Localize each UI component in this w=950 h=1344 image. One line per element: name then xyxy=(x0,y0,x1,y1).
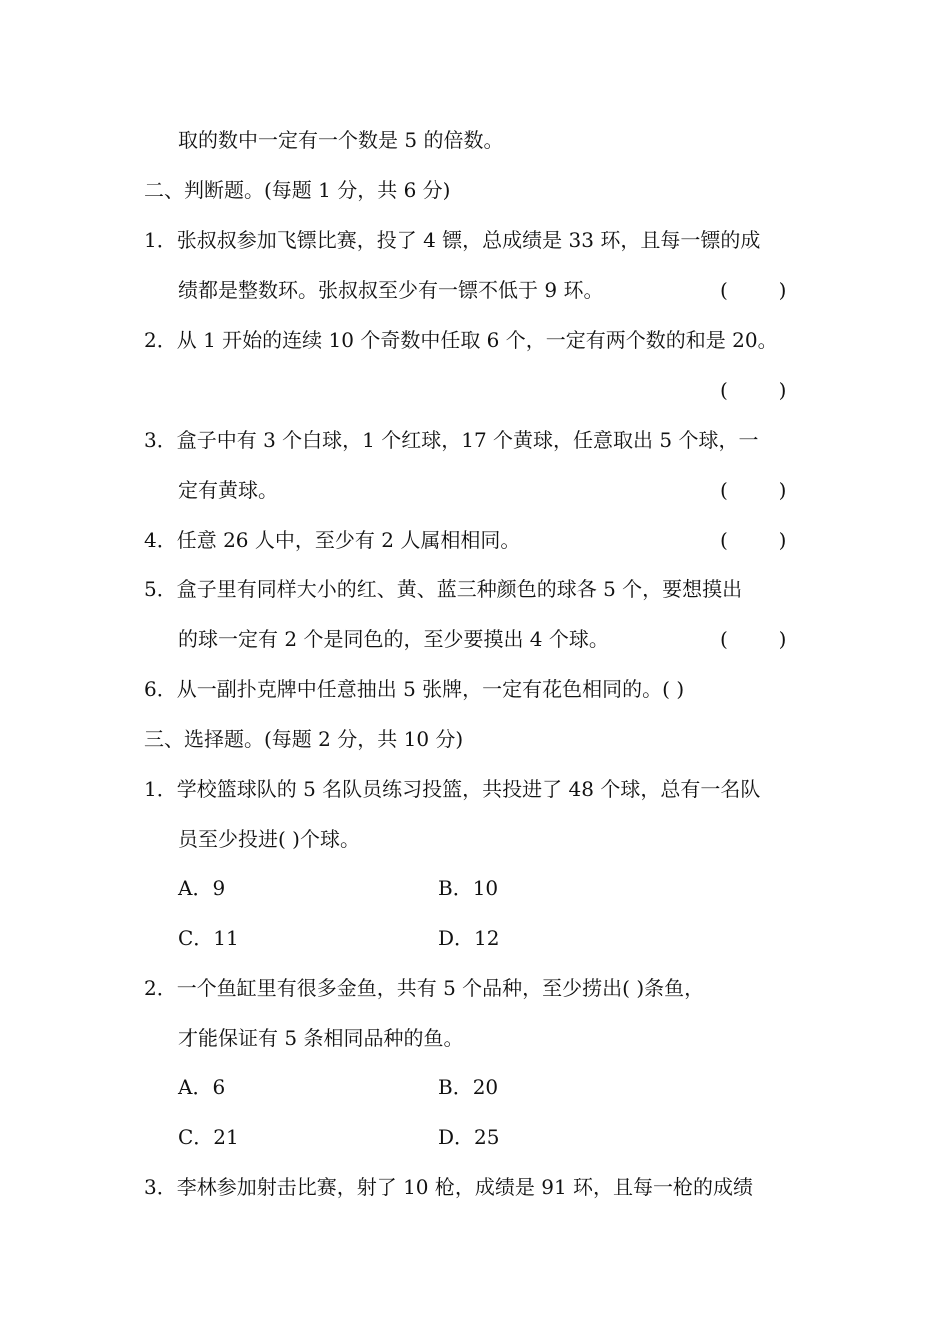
judge-q1-line2: 绩都是整数环。张叔叔至少有一镖不低于 9 环。 xyxy=(178,278,604,302)
judge-q5-answer-blank[interactable]: ( ) xyxy=(720,627,787,651)
choice-q1-line1: 1．学校篮球队的 5 名队员练习投篮，共投进了 48 个球，总有一名队 xyxy=(144,777,761,801)
section2-title: 二、判断题。(每题 1 分，共 6 分) xyxy=(144,178,451,202)
choice-q2-option-b[interactable]: B．20 xyxy=(438,1075,499,1099)
choice-q3-line1: 3．李林参加射击比赛，射了 10 枪，成绩是 91 环，且每一枪的成绩 xyxy=(144,1175,754,1199)
choice-q1-line2: 员至少投进( )个球。 xyxy=(178,827,360,851)
judge-q3-line2: 定有黄球。 xyxy=(178,478,278,502)
judge-q5-line1: 5．盒子里有同样大小的红、黄、蓝三种颜色的球各 5 个，要想摸出 xyxy=(144,577,743,601)
section3-title: 三、选择题。(每题 2 分，共 10 分) xyxy=(144,727,464,751)
judge-q4-line1: 4．任意 26 人中，至少有 2 人属相相同。 xyxy=(144,528,521,552)
choice-q2-option-d[interactable]: D．25 xyxy=(438,1125,500,1149)
choice-q2-line2: 才能保证有 5 条相同品种的鱼。 xyxy=(178,1026,464,1050)
judge-q4-answer-blank[interactable]: ( ) xyxy=(720,528,787,552)
judge-q6-line1: 6．从一副扑克牌中任意抽出 5 张牌，一定有花色相同的。( ) xyxy=(144,677,685,701)
choice-q2-option-c[interactable]: C．21 xyxy=(178,1125,239,1149)
choice-q1-option-b[interactable]: B．10 xyxy=(438,876,499,900)
judge-q2-line1: 2．从 1 开始的连续 10 个奇数中任取 6 个，一定有两个数的和是 20。 xyxy=(144,328,778,352)
judge-q2-answer-blank[interactable]: ( ) xyxy=(720,378,787,402)
judge-q3-line1: 3．盒子中有 3 个白球，1 个红球，17 个黄球，任意取出 5 个球，一 xyxy=(144,428,759,452)
judge-q5-line2: 的球一定有 2 个是同色的，至少要摸出 4 个球。 xyxy=(178,627,609,651)
intro-tail-text: 取的数中一定有一个数是 5 的倍数。 xyxy=(178,128,504,152)
choice-q2-line1: 2．一个鱼缸里有很多金鱼，共有 5 个品种，至少捞出( )条鱼， xyxy=(144,976,705,1000)
judge-q3-answer-blank[interactable]: ( ) xyxy=(720,478,787,502)
judge-q1-answer-blank[interactable]: ( ) xyxy=(720,278,787,302)
choice-q1-option-c[interactable]: C．11 xyxy=(178,926,239,950)
judge-q1-line1: 1．张叔叔参加飞镖比赛，投了 4 镖，总成绩是 33 环，且每一镖的成 xyxy=(144,228,761,252)
choice-q1-option-d[interactable]: D．12 xyxy=(438,926,500,950)
choice-q1-option-a[interactable]: A．9 xyxy=(178,876,226,900)
choice-q2-option-a[interactable]: A．6 xyxy=(178,1075,226,1099)
